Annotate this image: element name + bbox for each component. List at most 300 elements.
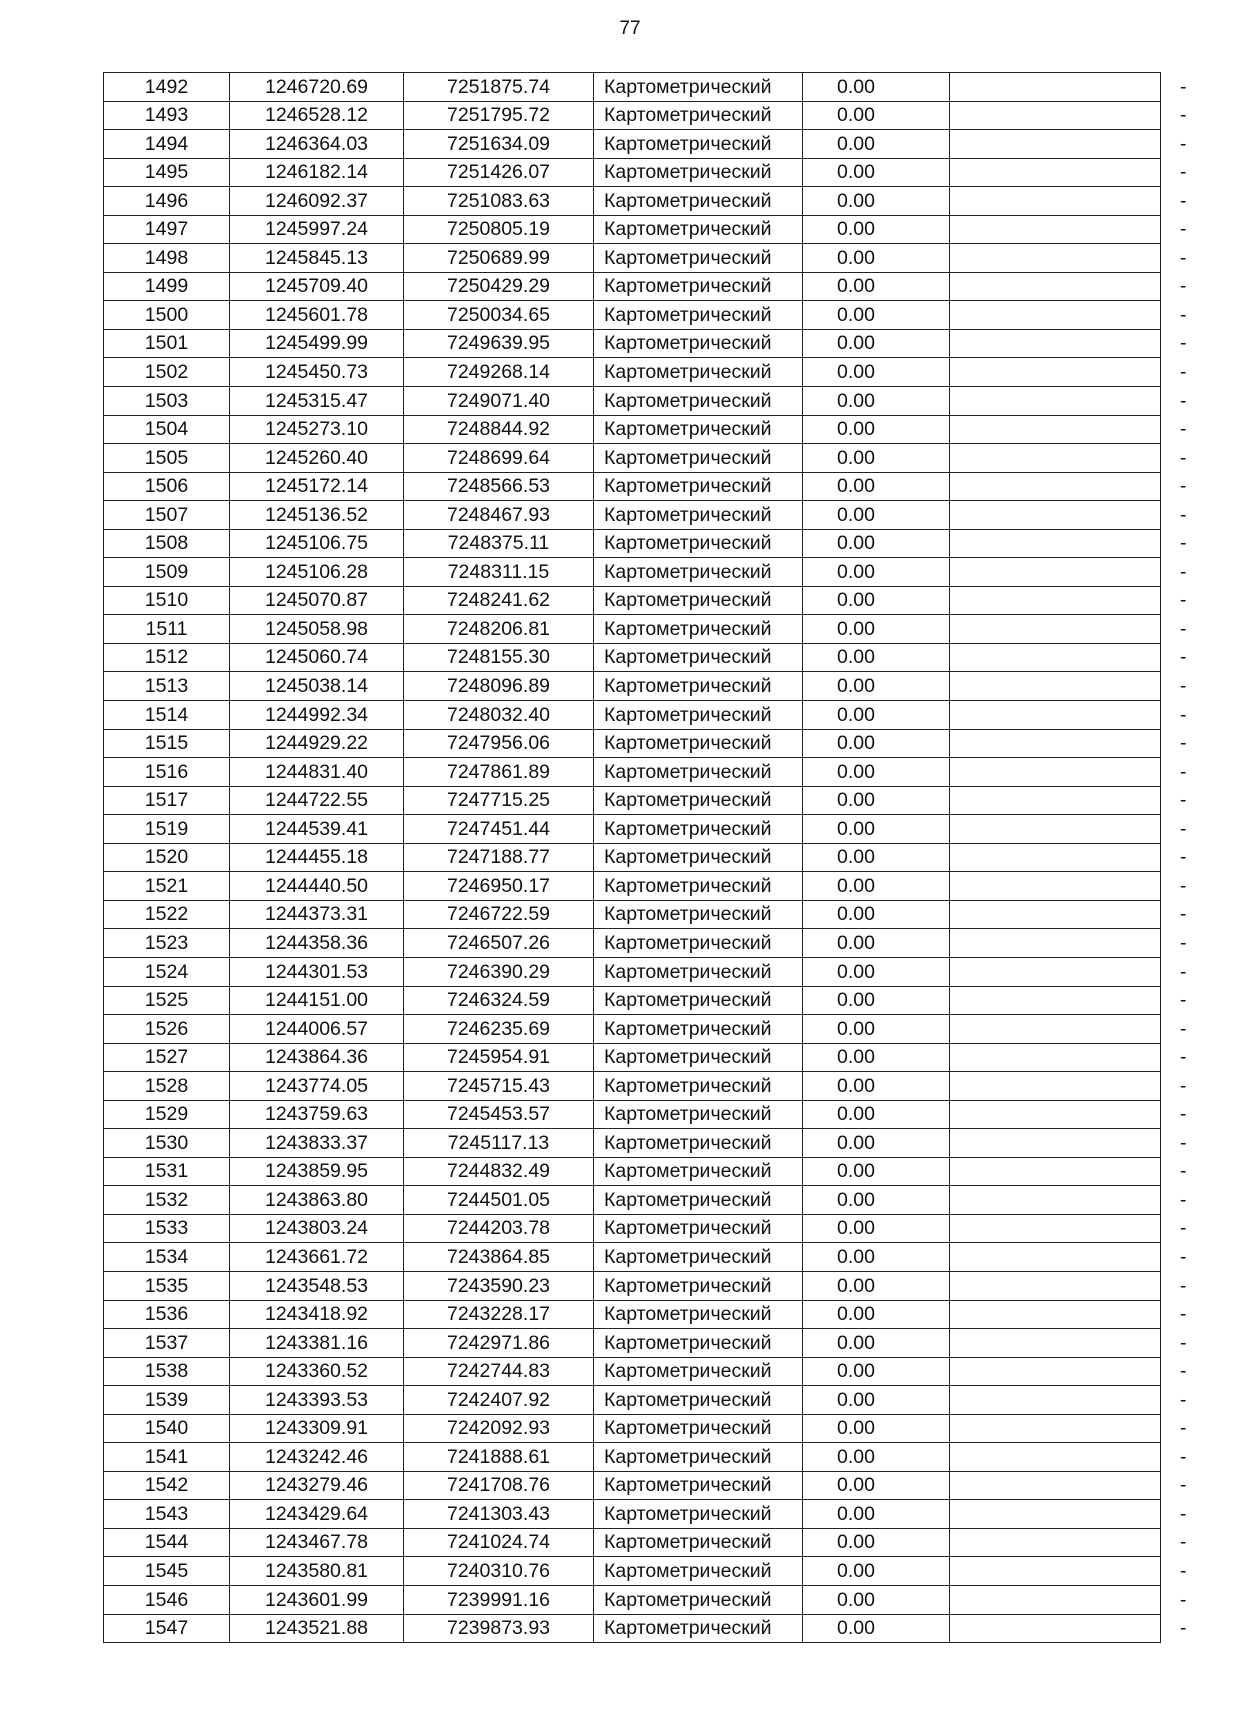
error-cell: 0.00: [803, 1015, 950, 1044]
table-row: [104, 1329, 1161, 1358]
x-coordinate-cell: 1244722.55: [230, 786, 404, 815]
point-number-cell: 1524: [104, 957, 230, 986]
error-cell: 0.00: [803, 158, 950, 187]
description-cell: -: [950, 1129, 1161, 1158]
description-cell: -: [950, 130, 1161, 159]
description-cell: -: [950, 1271, 1161, 1300]
y-coordinate-cell: 7241888.61: [404, 1443, 594, 1472]
method-cell: Картометрический: [594, 586, 803, 615]
description-cell: -: [950, 1386, 1161, 1415]
method-cell: Картометрический: [594, 843, 803, 872]
method-cell: Картометрический: [594, 1100, 803, 1129]
y-coordinate-cell: 7247715.25: [404, 786, 594, 815]
error-cell: 0.00: [803, 1500, 950, 1529]
error-cell: 0.00: [803, 558, 950, 587]
description-cell: -: [950, 843, 1161, 872]
x-coordinate-cell: 1244539.41: [230, 815, 404, 844]
table-row: [104, 1357, 1161, 1386]
table-row: [104, 1471, 1161, 1500]
x-coordinate-cell: 1243521.88: [230, 1614, 404, 1643]
y-coordinate-cell: 7245117.13: [404, 1129, 594, 1158]
method-cell: Картометрический: [594, 1300, 803, 1329]
table-row: [104, 758, 1161, 787]
x-coordinate-cell: 1244151.00: [230, 986, 404, 1015]
point-number-cell: 1509: [104, 558, 230, 587]
point-number-cell: 1515: [104, 729, 230, 758]
x-coordinate-cell: 1245058.98: [230, 615, 404, 644]
method-cell: Картометрический: [594, 729, 803, 758]
description-cell: -: [950, 957, 1161, 986]
table-row: [104, 301, 1161, 330]
method-cell: Картометрический: [594, 986, 803, 1015]
y-coordinate-cell: 7251795.72: [404, 101, 594, 130]
point-number-cell: 1516: [104, 758, 230, 787]
error-cell: 0.00: [803, 586, 950, 615]
method-cell: Картометрический: [594, 215, 803, 244]
error-cell: 0.00: [803, 815, 950, 844]
description-cell: -: [950, 1043, 1161, 1072]
table-row: [104, 1157, 1161, 1186]
x-coordinate-cell: 1245070.87: [230, 586, 404, 615]
table-row: [104, 329, 1161, 358]
description-cell: -: [950, 1414, 1161, 1443]
point-number-cell: 1540: [104, 1414, 230, 1443]
x-coordinate-cell: 1245136.52: [230, 501, 404, 530]
x-coordinate-cell: 1244455.18: [230, 843, 404, 872]
x-coordinate-cell: 1243393.53: [230, 1386, 404, 1415]
description-cell: -: [950, 444, 1161, 473]
error-cell: 0.00: [803, 929, 950, 958]
point-number-cell: 1532: [104, 1186, 230, 1215]
description-cell: -: [950, 158, 1161, 187]
y-coordinate-cell: 7241024.74: [404, 1528, 594, 1557]
y-coordinate-cell: 7243590.23: [404, 1271, 594, 1300]
x-coordinate-cell: 1246720.69: [230, 73, 404, 102]
table-row: [104, 1528, 1161, 1557]
description-cell: -: [950, 900, 1161, 929]
description-cell: -: [950, 1557, 1161, 1586]
x-coordinate-cell: 1243864.36: [230, 1043, 404, 1072]
y-coordinate-cell: 7248032.40: [404, 701, 594, 730]
y-coordinate-cell: 7248375.11: [404, 529, 594, 558]
table-row: [104, 472, 1161, 501]
y-coordinate-cell: 7248206.81: [404, 615, 594, 644]
x-coordinate-cell: 1245499.99: [230, 329, 404, 358]
description-cell: -: [950, 1300, 1161, 1329]
description-cell: -: [950, 329, 1161, 358]
coordinates-table: [103, 72, 1187, 1643]
x-coordinate-cell: 1245601.78: [230, 301, 404, 330]
x-coordinate-cell: 1245260.40: [230, 444, 404, 473]
table-row: [104, 586, 1161, 615]
point-number-cell: 1546: [104, 1585, 230, 1614]
y-coordinate-cell: 7250034.65: [404, 301, 594, 330]
table-row: [104, 387, 1161, 416]
point-number-cell: 1501: [104, 329, 230, 358]
table-row: [104, 1443, 1161, 1472]
description-cell: -: [950, 986, 1161, 1015]
method-cell: Картометрический: [594, 929, 803, 958]
point-number-cell: 1507: [104, 501, 230, 530]
point-number-cell: 1536: [104, 1300, 230, 1329]
table-row: [104, 1129, 1161, 1158]
point-number-cell: 1519: [104, 815, 230, 844]
table-row: [104, 672, 1161, 701]
error-cell: 0.00: [803, 1243, 950, 1272]
y-coordinate-cell: 7248467.93: [404, 501, 594, 530]
y-coordinate-cell: 7247451.44: [404, 815, 594, 844]
error-cell: 0.00: [803, 472, 950, 501]
x-coordinate-cell: 1245106.28: [230, 558, 404, 587]
x-coordinate-cell: 1245060.74: [230, 643, 404, 672]
method-cell: Картометрический: [594, 1471, 803, 1500]
method-cell: Картометрический: [594, 1214, 803, 1243]
table-row: [104, 1557, 1161, 1586]
method-cell: Картометрический: [594, 529, 803, 558]
y-coordinate-cell: 7242407.92: [404, 1386, 594, 1415]
description-cell: -: [950, 1500, 1161, 1529]
point-number-cell: 1539: [104, 1386, 230, 1415]
x-coordinate-cell: 1243580.81: [230, 1557, 404, 1586]
y-coordinate-cell: 7248241.62: [404, 586, 594, 615]
x-coordinate-cell: 1243601.99: [230, 1585, 404, 1614]
x-coordinate-cell: 1246092.37: [230, 187, 404, 216]
point-number-cell: 1514: [104, 701, 230, 730]
x-coordinate-cell: 1245315.47: [230, 387, 404, 416]
point-number-cell: 1525: [104, 986, 230, 1015]
error-cell: 0.00: [803, 843, 950, 872]
error-cell: 0.00: [803, 387, 950, 416]
x-coordinate-cell: 1243242.46: [230, 1443, 404, 1472]
error-cell: 0.00: [803, 1528, 950, 1557]
method-cell: Картометрический: [594, 101, 803, 130]
page-number: 77: [619, 18, 641, 39]
y-coordinate-cell: 7250429.29: [404, 272, 594, 301]
description-cell: -: [950, 501, 1161, 530]
method-cell: Картометрический: [594, 1329, 803, 1358]
point-number-cell: 1505: [104, 444, 230, 473]
method-cell: Картометрический: [594, 387, 803, 416]
error-cell: 0.00: [803, 187, 950, 216]
y-coordinate-cell: 7251083.63: [404, 187, 594, 216]
method-cell: Картометрический: [594, 1386, 803, 1415]
description-cell: -: [950, 929, 1161, 958]
point-number-cell: 1508: [104, 529, 230, 558]
point-number-cell: 1523: [104, 929, 230, 958]
x-coordinate-cell: 1244440.50: [230, 872, 404, 901]
error-cell: 0.00: [803, 672, 950, 701]
point-number-cell: 1530: [104, 1129, 230, 1158]
method-cell: Картометрический: [594, 1414, 803, 1443]
table-row: [104, 843, 1161, 872]
y-coordinate-cell: 7247188.77: [404, 843, 594, 872]
table-row: [104, 929, 1161, 958]
description-cell: -: [950, 1614, 1161, 1643]
point-number-cell: 1517: [104, 786, 230, 815]
y-coordinate-cell: 7251875.74: [404, 73, 594, 102]
y-coordinate-cell: 7245453.57: [404, 1100, 594, 1129]
table-row: [104, 1414, 1161, 1443]
point-number-cell: 1527: [104, 1043, 230, 1072]
x-coordinate-cell: 1243381.16: [230, 1329, 404, 1358]
error-cell: 0.00: [803, 215, 950, 244]
x-coordinate-cell: 1244301.53: [230, 957, 404, 986]
table-row: [104, 872, 1161, 901]
y-coordinate-cell: 7248311.15: [404, 558, 594, 587]
y-coordinate-cell: 7247861.89: [404, 758, 594, 787]
x-coordinate-cell: 1243774.05: [230, 1072, 404, 1101]
point-number-cell: 1522: [104, 900, 230, 929]
table-row: [104, 1243, 1161, 1272]
error-cell: 0.00: [803, 130, 950, 159]
description-cell: -: [950, 558, 1161, 587]
method-cell: Картометрический: [594, 158, 803, 187]
table-row: [104, 786, 1161, 815]
coordinates-table-body: [104, 73, 1187, 1643]
point-number-cell: 1520: [104, 843, 230, 872]
y-coordinate-cell: 7242744.83: [404, 1357, 594, 1386]
table-row: [104, 1271, 1161, 1300]
description-cell: -: [950, 272, 1161, 301]
x-coordinate-cell: 1245273.10: [230, 415, 404, 444]
method-cell: Картометрический: [594, 1585, 803, 1614]
description-cell: -: [950, 1186, 1161, 1215]
description-cell: -: [950, 1357, 1161, 1386]
x-coordinate-cell: 1245709.40: [230, 272, 404, 301]
description-cell: -: [950, 1157, 1161, 1186]
error-cell: 0.00: [803, 1357, 950, 1386]
y-coordinate-cell: 7246950.17: [404, 872, 594, 901]
error-cell: 0.00: [803, 1072, 950, 1101]
y-coordinate-cell: 7239873.93: [404, 1614, 594, 1643]
description-cell: -: [950, 301, 1161, 330]
method-cell: Картометрический: [594, 672, 803, 701]
point-number-cell: 1537: [104, 1329, 230, 1358]
method-cell: Картометрический: [594, 957, 803, 986]
error-cell: 0.00: [803, 1214, 950, 1243]
table-row: [104, 558, 1161, 587]
error-cell: 0.00: [803, 1443, 950, 1472]
description-cell: -: [950, 215, 1161, 244]
error-cell: 0.00: [803, 1557, 950, 1586]
method-cell: Картометрический: [594, 1129, 803, 1158]
description-cell: -: [950, 615, 1161, 644]
method-cell: Картометрический: [594, 1557, 803, 1586]
error-cell: 0.00: [803, 501, 950, 530]
y-coordinate-cell: 7249639.95: [404, 329, 594, 358]
x-coordinate-cell: 1243309.91: [230, 1414, 404, 1443]
error-cell: 0.00: [803, 1100, 950, 1129]
method-cell: Картометрический: [594, 358, 803, 387]
x-coordinate-cell: 1244006.57: [230, 1015, 404, 1044]
error-cell: 0.00: [803, 615, 950, 644]
point-number-cell: 1498: [104, 244, 230, 273]
table-row: [104, 1614, 1161, 1643]
method-cell: Картометрический: [594, 1614, 803, 1643]
table-row: [104, 358, 1161, 387]
error-cell: 0.00: [803, 957, 950, 986]
error-cell: 0.00: [803, 1414, 950, 1443]
y-coordinate-cell: 7240310.76: [404, 1557, 594, 1586]
error-cell: 0.00: [803, 1271, 950, 1300]
method-cell: Картометрический: [594, 872, 803, 901]
table-row: [104, 215, 1161, 244]
error-cell: 0.00: [803, 329, 950, 358]
point-number-cell: 1494: [104, 130, 230, 159]
x-coordinate-cell: 1243803.24: [230, 1214, 404, 1243]
table-row: [104, 957, 1161, 986]
description-cell: -: [950, 187, 1161, 216]
error-cell: 0.00: [803, 444, 950, 473]
y-coordinate-cell: 7248844.92: [404, 415, 594, 444]
error-cell: 0.00: [803, 872, 950, 901]
method-cell: Картометрический: [594, 244, 803, 273]
description-cell: -: [950, 701, 1161, 730]
error-cell: 0.00: [803, 272, 950, 301]
error-cell: 0.00: [803, 101, 950, 130]
y-coordinate-cell: 7246507.26: [404, 929, 594, 958]
table-row: [104, 415, 1161, 444]
x-coordinate-cell: 1244929.22: [230, 729, 404, 758]
point-number-cell: 1499: [104, 272, 230, 301]
error-cell: 0.00: [803, 244, 950, 273]
method-cell: Картометрический: [594, 758, 803, 787]
description-cell: -: [950, 101, 1161, 130]
description-cell: -: [950, 387, 1161, 416]
x-coordinate-cell: 1244373.31: [230, 900, 404, 929]
method-cell: Картометрический: [594, 1015, 803, 1044]
method-cell: Картометрический: [594, 1528, 803, 1557]
point-number-cell: 1513: [104, 672, 230, 701]
x-coordinate-cell: 1244831.40: [230, 758, 404, 787]
point-number-cell: 1511: [104, 615, 230, 644]
y-coordinate-cell: 7244203.78: [404, 1214, 594, 1243]
table-row: [104, 501, 1161, 530]
point-number-cell: 1547: [104, 1614, 230, 1643]
table-row: [104, 729, 1161, 758]
method-cell: Картометрический: [594, 130, 803, 159]
error-cell: 0.00: [803, 643, 950, 672]
method-cell: Картометрический: [594, 1271, 803, 1300]
method-cell: Картометрический: [594, 900, 803, 929]
description-cell: -: [950, 358, 1161, 387]
table-row: [104, 701, 1161, 730]
y-coordinate-cell: 7250689.99: [404, 244, 594, 273]
y-coordinate-cell: 7241708.76: [404, 1471, 594, 1500]
method-cell: Картометрический: [594, 1357, 803, 1386]
error-cell: 0.00: [803, 358, 950, 387]
point-number-cell: 1533: [104, 1214, 230, 1243]
description-cell: -: [950, 758, 1161, 787]
method-cell: Картометрический: [594, 1043, 803, 1072]
point-number-cell: 1497: [104, 215, 230, 244]
error-cell: 0.00: [803, 1329, 950, 1358]
error-cell: 0.00: [803, 1614, 950, 1643]
x-coordinate-cell: 1244992.34: [230, 701, 404, 730]
point-number-cell: 1545: [104, 1557, 230, 1586]
x-coordinate-cell: 1246364.03: [230, 130, 404, 159]
description-cell: -: [950, 1443, 1161, 1472]
error-cell: 0.00: [803, 1300, 950, 1329]
description-cell: -: [950, 729, 1161, 758]
y-coordinate-cell: 7251426.07: [404, 158, 594, 187]
method-cell: Картометрический: [594, 558, 803, 587]
method-cell: Картометрический: [594, 1500, 803, 1529]
description-cell: -: [950, 1243, 1161, 1272]
method-cell: Картометрический: [594, 301, 803, 330]
x-coordinate-cell: 1246182.14: [230, 158, 404, 187]
x-coordinate-cell: 1245038.14: [230, 672, 404, 701]
method-cell: Картометрический: [594, 415, 803, 444]
method-cell: Картометрический: [594, 815, 803, 844]
y-coordinate-cell: 7246390.29: [404, 957, 594, 986]
x-coordinate-cell: 1245997.24: [230, 215, 404, 244]
y-coordinate-cell: 7243228.17: [404, 1300, 594, 1329]
table-row: [104, 1015, 1161, 1044]
point-number-cell: 1496: [104, 187, 230, 216]
point-number-cell: 1506: [104, 472, 230, 501]
point-number-cell: 1544: [104, 1528, 230, 1557]
table-row: [104, 73, 1161, 102]
point-number-cell: 1504: [104, 415, 230, 444]
table-row: [104, 444, 1161, 473]
y-coordinate-cell: 7248699.64: [404, 444, 594, 473]
error-cell: 0.00: [803, 701, 950, 730]
table-row: [104, 529, 1161, 558]
x-coordinate-cell: 1243859.95: [230, 1157, 404, 1186]
error-cell: 0.00: [803, 729, 950, 758]
table-row: [104, 986, 1161, 1015]
description-cell: -: [950, 1329, 1161, 1358]
point-number-cell: 1521: [104, 872, 230, 901]
x-coordinate-cell: 1243418.92: [230, 1300, 404, 1329]
point-number-cell: 1529: [104, 1100, 230, 1129]
point-number-cell: 1531: [104, 1157, 230, 1186]
y-coordinate-cell: 7245954.91: [404, 1043, 594, 1072]
description-cell: -: [950, 672, 1161, 701]
method-cell: Картометрический: [594, 615, 803, 644]
table-row: [104, 130, 1161, 159]
x-coordinate-cell: 1243548.53: [230, 1271, 404, 1300]
description-cell: -: [950, 1585, 1161, 1614]
table-row: [104, 1386, 1161, 1415]
point-number-cell: 1542: [104, 1471, 230, 1500]
x-coordinate-cell: 1243429.64: [230, 1500, 404, 1529]
error-cell: 0.00: [803, 986, 950, 1015]
point-number-cell: 1502: [104, 358, 230, 387]
x-coordinate-cell: 1243360.52: [230, 1357, 404, 1386]
table-row: [104, 244, 1161, 273]
point-number-cell: 1534: [104, 1243, 230, 1272]
point-number-cell: 1541: [104, 1443, 230, 1472]
y-coordinate-cell: 7239991.16: [404, 1585, 594, 1614]
table-row: [104, 1500, 1161, 1529]
y-coordinate-cell: 7246722.59: [404, 900, 594, 929]
description-cell: -: [950, 643, 1161, 672]
error-cell: 0.00: [803, 529, 950, 558]
point-number-cell: 1526: [104, 1015, 230, 1044]
x-coordinate-cell: 1245172.14: [230, 472, 404, 501]
table-row: [104, 1072, 1161, 1101]
description-cell: -: [950, 529, 1161, 558]
description-cell: -: [950, 815, 1161, 844]
x-coordinate-cell: 1246528.12: [230, 101, 404, 130]
y-coordinate-cell: 7251634.09: [404, 130, 594, 159]
y-coordinate-cell: 7243864.85: [404, 1243, 594, 1272]
point-number-cell: 1538: [104, 1357, 230, 1386]
error-cell: 0.00: [803, 1585, 950, 1614]
description-cell: -: [950, 244, 1161, 273]
